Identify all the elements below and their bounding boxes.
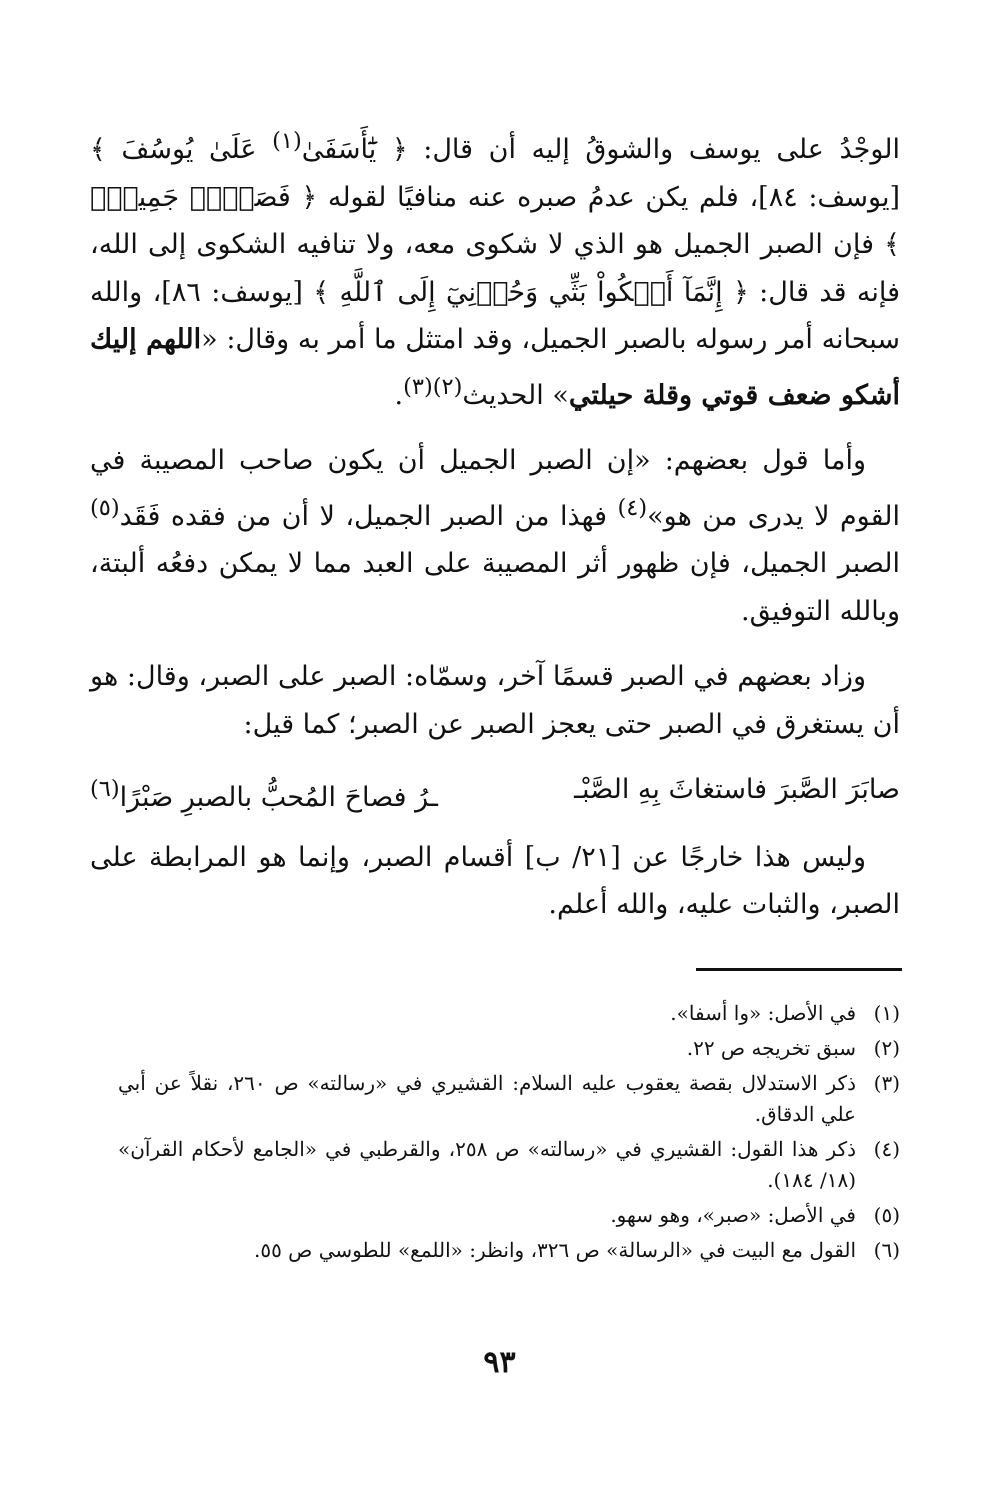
p3-seg-0: وزاد بعضهم في الصبر قسمًا آخر، وسمّاه: الصبر على الصبر، وقال: هو أن يستغرق في الصبر حتى يعجز الصبر عن الصبر؛ كما قيل: [90, 661, 900, 740]
verse-first-hemistich: صابَرَ الصَّبرَ فاستغاثَ بِهِ الصَّبْـ [574, 774, 900, 805]
footnote-text: ذكر الاستدلال بقصة يعقوب عليه السلام: القشيري في «رسالته» ص ٢٦٠، نقلاً عن أبي علي الدقاق. [118, 1071, 856, 1126]
footnote-divider [696, 968, 902, 971]
p2-seg-0: وأما قول بعضهم: «إن الصبر الجميل أن يكون صاحب المصيبة في القوم لا يدرى من هو» [90, 445, 900, 532]
footnote-text: في الأصل: «وا أسفا». [670, 1001, 856, 1025]
footnote-item [118, 1068, 900, 1130]
footnote-item [118, 1200, 900, 1231]
p2-seg-2: فهذا من الصبر الجميل، لا أن من فقده فَقَد [119, 500, 618, 532]
paragraph-2 [90, 437, 900, 635]
page-number: ٩٣ [483, 1345, 516, 1380]
footnote-item [118, 1134, 900, 1196]
closing-seg-0: وليس هذا خارجًا عن [٢١/ ب] أقسام الصبر، وإنما هو المرابطة على الصبر، والثبات عليه، والله أعلم. [90, 841, 900, 920]
footnote-text: سبق تخريجه ص ٢٢. [686, 1036, 856, 1060]
footnote-text: القول مع البيت في «الرسالة» ص ٣٢٦، وانظر: «اللمع» للطوسي ص ٥٥. [253, 1238, 856, 1262]
hadith-quote: اللهم إليك أشكو ضعف قوتي وقلة حيلتي [90, 324, 900, 411]
footnote-text: في الأصل: «صبر»، وهو سهو. [610, 1203, 856, 1227]
footnote-ref-5: (٥) [90, 494, 120, 521]
footnote-number: (١) [873, 1001, 900, 1025]
paragraph-3 [90, 653, 900, 748]
footnote-text: ذكر هذا القول: القشيري في «رسالته» ص ٢٥٨، والقرطبي في «الجامع لأحكام القرآن» (١٨/ ١٨٤). [118, 1137, 856, 1192]
p1-seg-0: الوجْدُ على يوسف والشوقُ إليه أن قال: ﴿ يَٰٓأَسَفَىٰ [301, 134, 900, 165]
footnote-number: (٤) [873, 1137, 900, 1161]
paragraph-1 [90, 118, 900, 419]
p1-seg-2: عَلَىٰ يُوسُفَ ﴾ [يوسف: ٨٤]، فلم يكن عدمُ صبره عنه منافيًا لقوله ﴿ فَصَبۡرٞ جَمِيلٞۖ ﴾ فإن الصبر الجميل هو الذي لا شكوى معه، ولا تنافيه الشكوى إلى الله، فإنه قد قال: ﴿ إِنَّمَآ أَشۡكُواْ بَثِّي وَحُزۡنِيٓ إِلَى ٱللَّهِ ﴾ [يوسف: ٨٦]، والله سبحانه أمر رسوله بالصبر الجميل، وقد امتثل ما أمر به وقال: « [90, 134, 901, 355]
p2-seg-4: الصبر الجميل، فإن ظهور أثر المصيبة على العبد مما لا يمكن دفعُه ألبتة، وبالله التوفيق. [90, 548, 900, 627]
footnote-item [118, 1033, 900, 1064]
main-text [90, 118, 900, 929]
footnotes [118, 998, 900, 1270]
footnote-ref-1: (١) [272, 128, 302, 154]
p1-seg-6: . [394, 379, 404, 411]
footnote-ref-6: (٦) [90, 776, 120, 802]
footnote-ref-2-3: (٢)(٣) [403, 373, 463, 400]
footnote-number: (٥) [873, 1203, 900, 1227]
footnote-number: (٣) [873, 1071, 900, 1095]
poetry-verse [90, 766, 900, 822]
footnote-ref-4: (٤) [617, 494, 648, 521]
footnote-item [118, 1235, 900, 1266]
verse-second-text: ـرُ فصاحَ المُحبُّ بالصبرِ صَبْرًا [119, 782, 438, 813]
footnote-number: (٢) [873, 1036, 900, 1060]
closing-paragraph [90, 834, 900, 929]
verse-second-hemistich [90, 766, 438, 822]
footnote-item [118, 998, 900, 1029]
footnote-number: (٦) [873, 1238, 900, 1262]
p1-seg-4: » الحديث [462, 379, 569, 411]
